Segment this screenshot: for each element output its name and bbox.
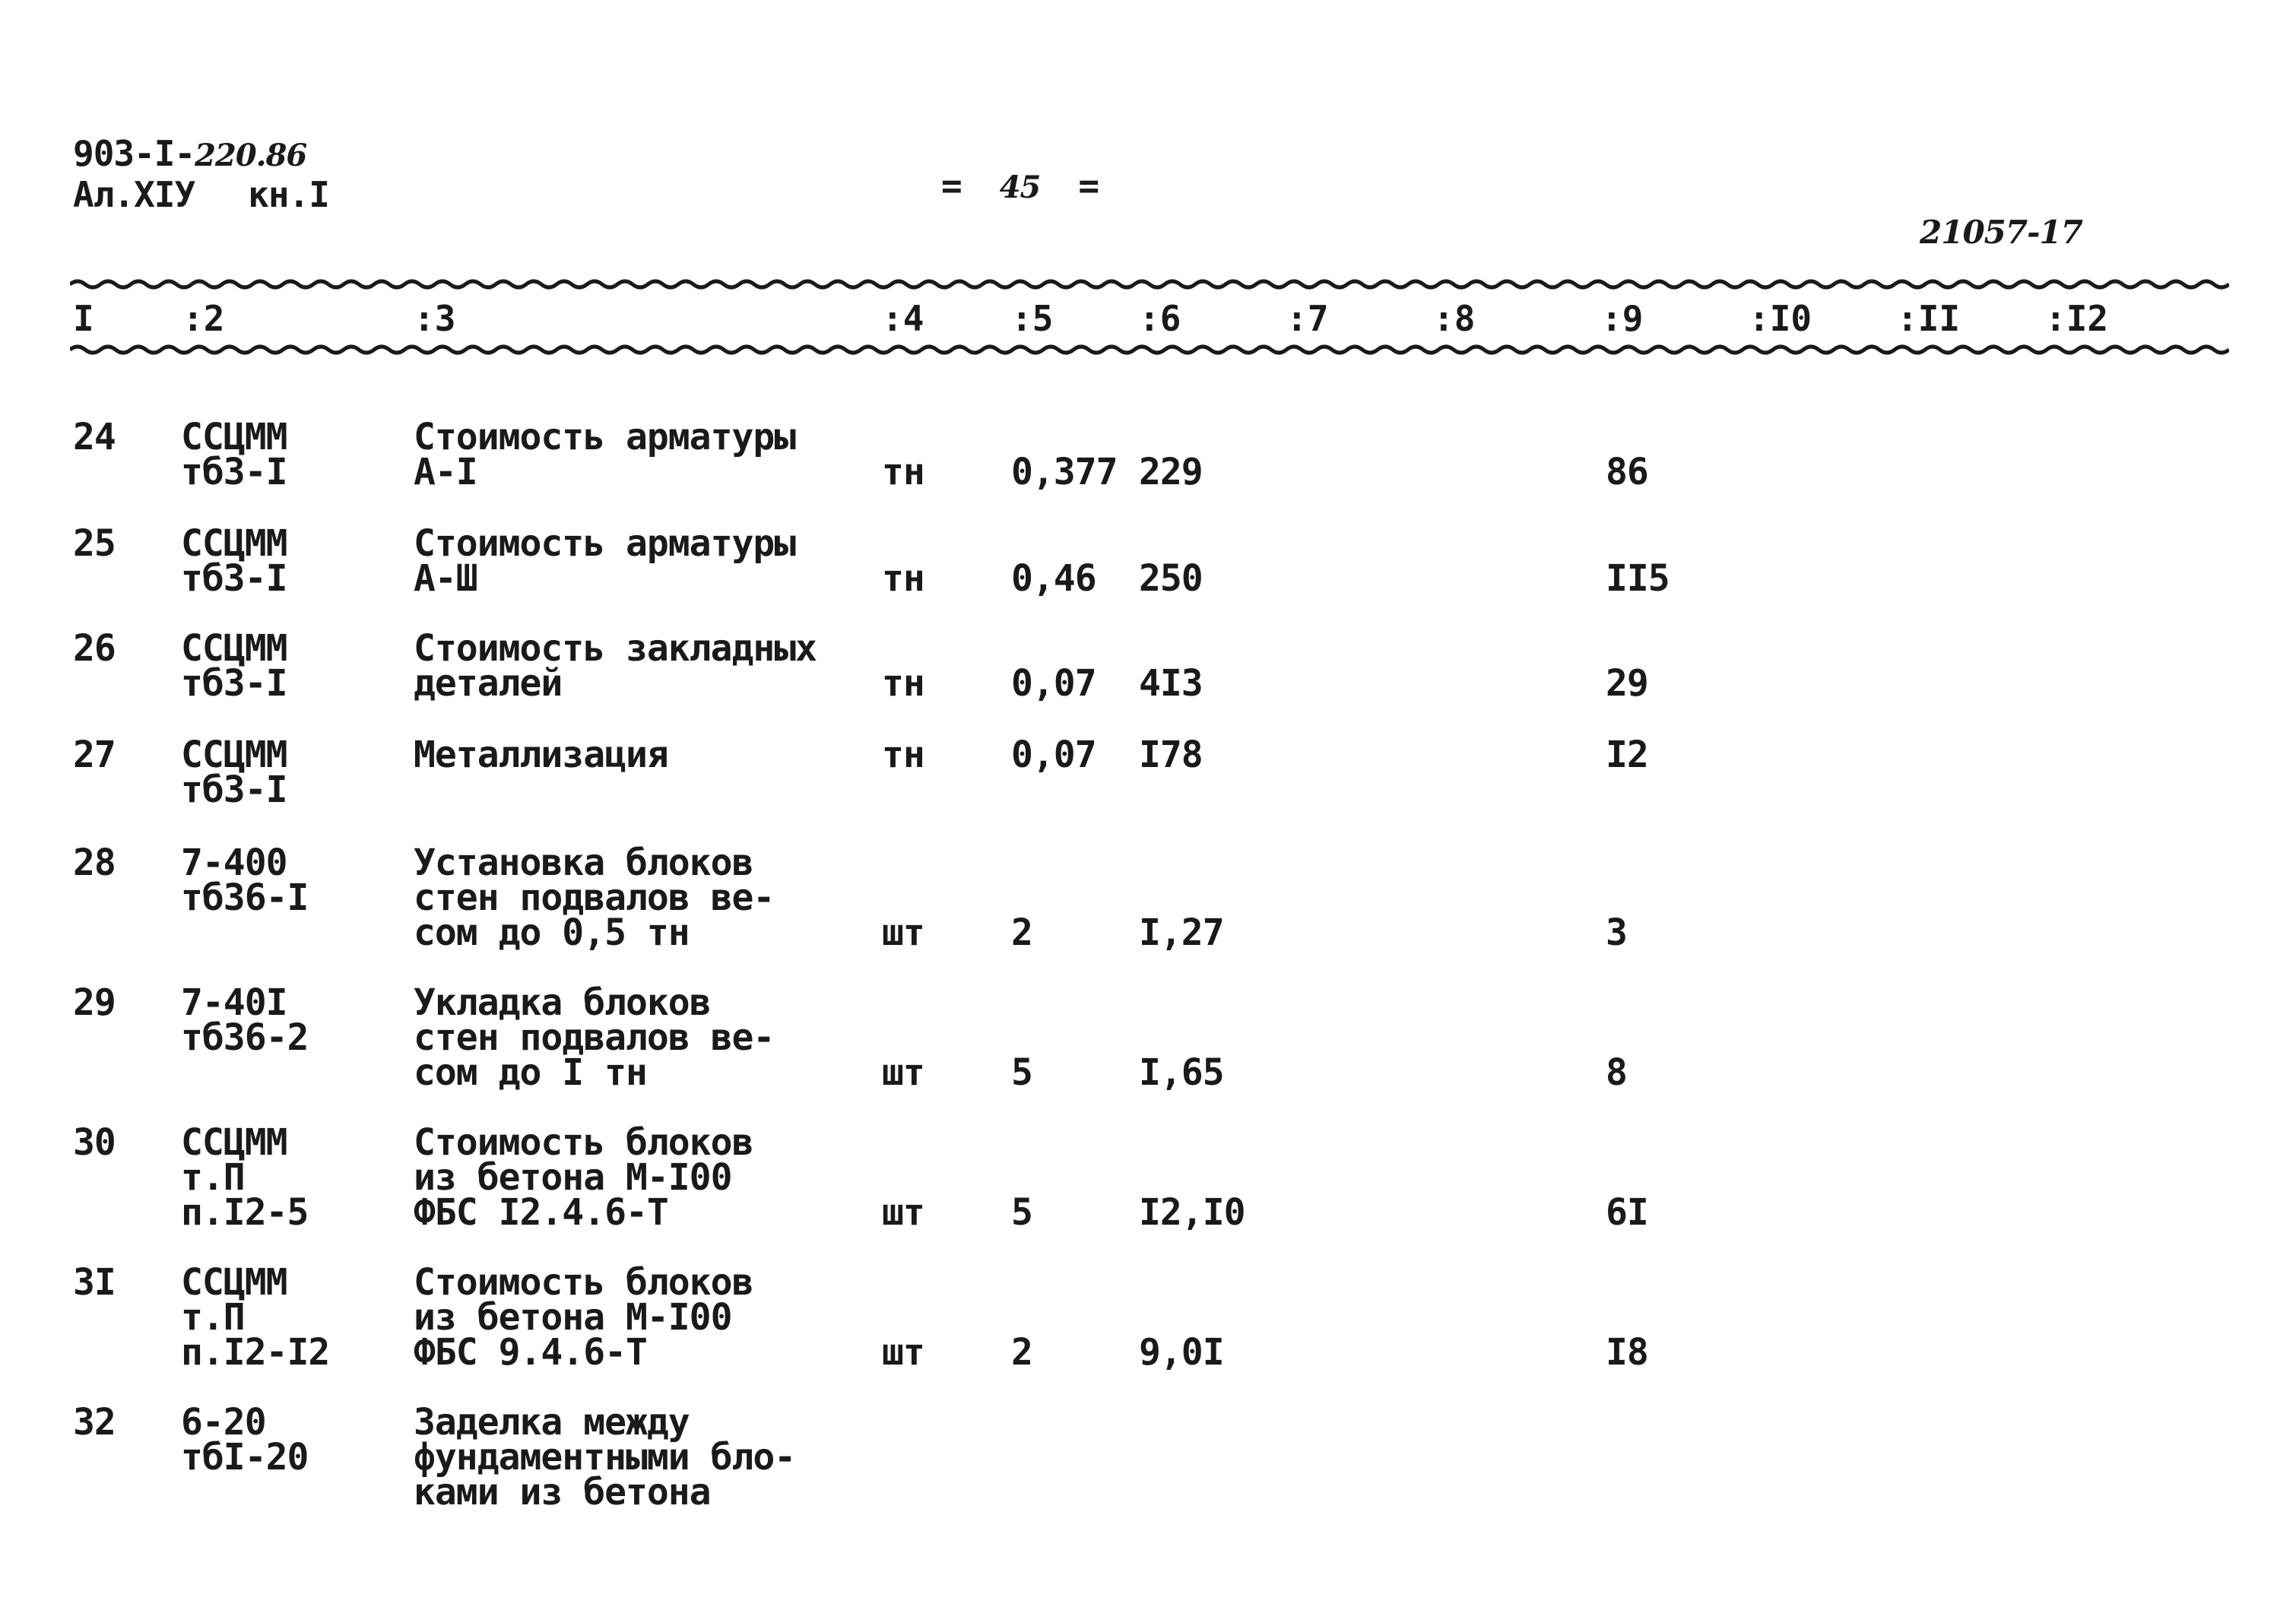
row-number: 30	[73, 1121, 116, 1164]
doc-code: 903-I-	[73, 133, 195, 174]
row-unit: тн	[882, 557, 924, 600]
row-description: Стоимость блоков из бетона М-I00 ФБС I2.4.6-Т	[414, 1121, 753, 1234]
row-code: ССЦММ тб3-I	[181, 627, 287, 705]
row-code: ССЦММ т.П п.I2-I2	[181, 1261, 330, 1374]
page-number-line	[941, 167, 1099, 206]
row-code: 6-20 тбI-20	[181, 1401, 309, 1479]
row-description: Стоимость закладных деталей	[414, 627, 817, 705]
album-label: Ал.XIУ	[73, 174, 195, 215]
row-price: I,27	[1139, 911, 1224, 954]
top-rule	[70, 268, 2229, 298]
row-quantity: 5	[1011, 1051, 1032, 1094]
column-header-2: :2	[182, 298, 225, 339]
row-description: Металлизация	[414, 734, 668, 776]
row-code: ССЦММ тб3-I	[181, 734, 287, 811]
row-number: 29	[73, 981, 116, 1024]
row-number: 27	[73, 734, 116, 776]
row-description: Укладка блоков стен подвалов ве- сом до I тн	[414, 981, 775, 1094]
row-total: 8	[1606, 1051, 1627, 1094]
row-description: Заделка между фундаментными бло- ками из бетона	[414, 1401, 796, 1514]
row-description: Стоимость блоков из бетона М-I00 ФБС 9.4.6-Т	[414, 1261, 753, 1374]
row-total: 3	[1606, 911, 1627, 954]
stamp-number: 21057-17	[1920, 214, 2082, 251]
row-quantity: 2	[1011, 1331, 1032, 1374]
column-header-12: :I2	[2045, 298, 2109, 339]
row-unit: шт	[882, 1191, 924, 1234]
album-line	[73, 176, 329, 213]
row-number: 25	[73, 522, 116, 565]
column-header-9: :9	[1601, 298, 1644, 339]
page-mark-left: =	[941, 165, 962, 206]
row-number: 3I	[73, 1261, 116, 1304]
row-number: 26	[73, 627, 116, 670]
row-price: I78	[1139, 734, 1203, 776]
row-code: 7-40I тб36-2	[181, 981, 309, 1059]
column-header-3: :3	[414, 298, 456, 339]
row-unit: тн	[882, 451, 924, 493]
book-label: кн.I	[248, 174, 329, 215]
row-price: 229	[1139, 451, 1203, 493]
row-unit: шт	[882, 1331, 924, 1374]
row-quantity: 2	[1011, 911, 1032, 954]
row-number: 32	[73, 1401, 116, 1444]
column-header-8: :8	[1433, 298, 1476, 339]
doc-code-handwritten: 220.86	[195, 138, 307, 173]
row-unit: тн	[882, 734, 924, 776]
row-price: I2,I0	[1139, 1191, 1245, 1234]
doc-code-line	[73, 135, 306, 174]
row-quantity: 0,07	[1011, 662, 1096, 705]
column-header-6: :6	[1139, 298, 1181, 339]
row-description: Стоимость арматуры А-I	[414, 416, 796, 493]
header-rule	[70, 333, 2229, 363]
row-total: I8	[1606, 1331, 1648, 1374]
page-number: 45	[999, 170, 1041, 205]
column-header-11: :II	[1897, 298, 1961, 339]
row-total: 6I	[1606, 1191, 1648, 1234]
row-price: I,65	[1139, 1051, 1224, 1094]
row-total: I2	[1606, 734, 1648, 776]
column-header-7: :7	[1286, 298, 1329, 339]
column-header-10: :I0	[1749, 298, 1812, 339]
column-header-1: I	[73, 298, 94, 339]
row-quantity: 0,46	[1011, 557, 1096, 600]
row-price: 9,0I	[1139, 1331, 1224, 1374]
row-code: ССЦММ т.П п.I2-5	[181, 1121, 309, 1234]
column-header-5: :5	[1011, 298, 1054, 339]
row-price: 250	[1139, 557, 1203, 600]
column-header-4: :4	[882, 298, 924, 339]
row-quantity: 0,377	[1011, 451, 1118, 493]
row-total: II5	[1606, 557, 1670, 600]
row-number: 28	[73, 842, 116, 884]
page-mark-right: =	[1078, 165, 1099, 206]
row-quantity: 0,07	[1011, 734, 1096, 776]
row-description: Стоимость арматуры А-Ш	[414, 522, 796, 600]
row-code: ССЦММ тб3-I	[181, 416, 287, 493]
row-code: 7-400 тб36-I	[181, 842, 309, 919]
row-total: 86	[1606, 451, 1648, 493]
row-unit: шт	[882, 911, 924, 954]
row-quantity: 5	[1011, 1191, 1032, 1234]
row-description: Установка блоков стен подвалов ве- сом до 0,5 тн	[414, 842, 775, 954]
row-price: 4I3	[1139, 662, 1203, 705]
row-code: ССЦММ тб3-I	[181, 522, 287, 600]
row-number: 24	[73, 416, 116, 458]
row-unit: тн	[882, 662, 924, 705]
row-unit: шт	[882, 1051, 924, 1094]
row-total: 29	[1606, 662, 1648, 705]
